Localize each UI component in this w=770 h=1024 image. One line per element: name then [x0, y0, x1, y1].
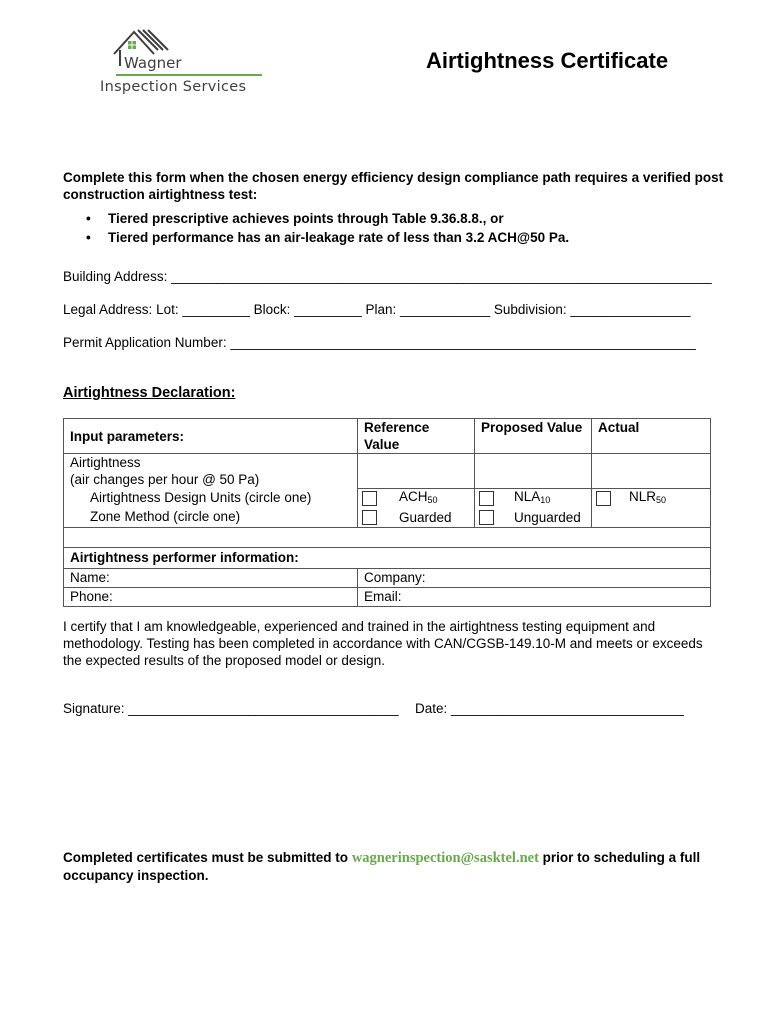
proposed-value-header: Proposed Value	[475, 419, 592, 454]
proposed-value-cell[interactable]	[475, 454, 592, 489]
nlr-checkbox[interactable]	[596, 491, 611, 506]
date-field[interactable]: Date: _______________________________	[415, 701, 684, 716]
signature-field[interactable]: Signature: ____________________________________	[63, 701, 399, 716]
table-row	[64, 587, 711, 606]
table-row	[64, 568, 711, 587]
airtightness-sublabel: (air changes per hour @ 50 Pa)	[70, 472, 260, 487]
table-row	[64, 454, 711, 489]
submission-note-text-end: prior to scheduling a full occupancy inspection.	[63, 850, 701, 883]
logo-wordmark-bottom: Inspection Services	[100, 79, 247, 95]
unguarded-checkbox[interactable]	[479, 510, 494, 525]
performer-heading: Airtightness performer information:	[64, 547, 711, 568]
list-item: • Tiered prescriptive achieves points through Table 9.36.8.8., or	[84, 210, 569, 229]
units-col1	[358, 488, 475, 527]
input-parameters-header: Input parameters:	[64, 419, 358, 454]
phone-field[interactable]: Phone:	[64, 587, 358, 606]
guarded-label: Guarded	[399, 509, 452, 525]
list-item: • Tiered performance has an air-leakage rate of less than 3.2 ACH@50 Pa.	[84, 229, 569, 248]
airtightness-label: Airtightness	[70, 455, 141, 470]
units-labels-cell	[64, 488, 358, 527]
reference-value-header: Reference Value	[358, 419, 475, 454]
nlr-label: $NLR_{50}$	[629, 488, 667, 505]
name-field[interactable]: Name:	[64, 568, 358, 587]
legal-address-field[interactable]: Legal Address: Lot: _________ Block: _________ Plan: ____________ Subdivision: ________________	[63, 302, 691, 317]
nla-checkbox[interactable]	[479, 491, 494, 506]
company-logo	[96, 26, 276, 98]
building-address-field[interactable]: Building Address: ________________________________________________________________________	[63, 269, 712, 284]
table-row	[64, 419, 711, 454]
table-row	[64, 527, 711, 547]
logo-wordmark-top: Wagner	[124, 54, 182, 72]
page-title: Airtightness Certificate	[426, 48, 669, 73]
design-units-label: Airtightness Design Units (circle one)	[90, 490, 312, 505]
intro-paragraph: Complete this form when the chosen energy efficiency design compliance path requires a verified post construction airtightness test:	[63, 170, 724, 202]
spacer-cell	[64, 527, 711, 547]
reference-value-cell[interactable]	[358, 454, 475, 489]
company-field[interactable]: Company:	[358, 568, 711, 587]
submission-note	[63, 849, 743, 884]
logo-underline	[116, 74, 262, 76]
unguarded-label: Unguarded	[514, 509, 581, 525]
criteria-list	[84, 210, 569, 247]
certification-statement: I certify that I am knowledgeable, experienced and trained in the airtightness testing equipment and methodology. Testing has been completed in accordance with CAN/CGSB-149.10-M and meets or exceeds the expected results of the proposed model or design.	[63, 619, 703, 668]
permit-number-field[interactable]: Permit Application Number: ______________________________________________________________	[63, 335, 696, 350]
ach-checkbox[interactable]	[362, 491, 377, 506]
table-row	[64, 547, 711, 568]
submission-email-link[interactable]: wagnerinspection@sasktel.net	[351, 850, 539, 866]
actual-header: Actual	[592, 419, 711, 454]
declaration-table	[63, 418, 711, 607]
submission-note-text: Completed certificates must be submitted to	[63, 850, 352, 865]
email-field[interactable]: Email:	[358, 587, 711, 606]
airtightness-cell	[64, 454, 358, 489]
ach-label: $ACH_{50}$	[399, 488, 438, 505]
actual-value-cell[interactable]	[592, 454, 711, 489]
guarded-checkbox[interactable]	[362, 510, 377, 525]
zone-method-label: Zone Method (circle one)	[90, 509, 241, 524]
units-col3	[592, 488, 711, 527]
units-col2	[475, 488, 592, 527]
nla-label: $NLA_{10}$	[514, 488, 551, 505]
table-row	[64, 488, 711, 527]
declaration-heading: Airtightness Declaration:	[63, 385, 236, 401]
